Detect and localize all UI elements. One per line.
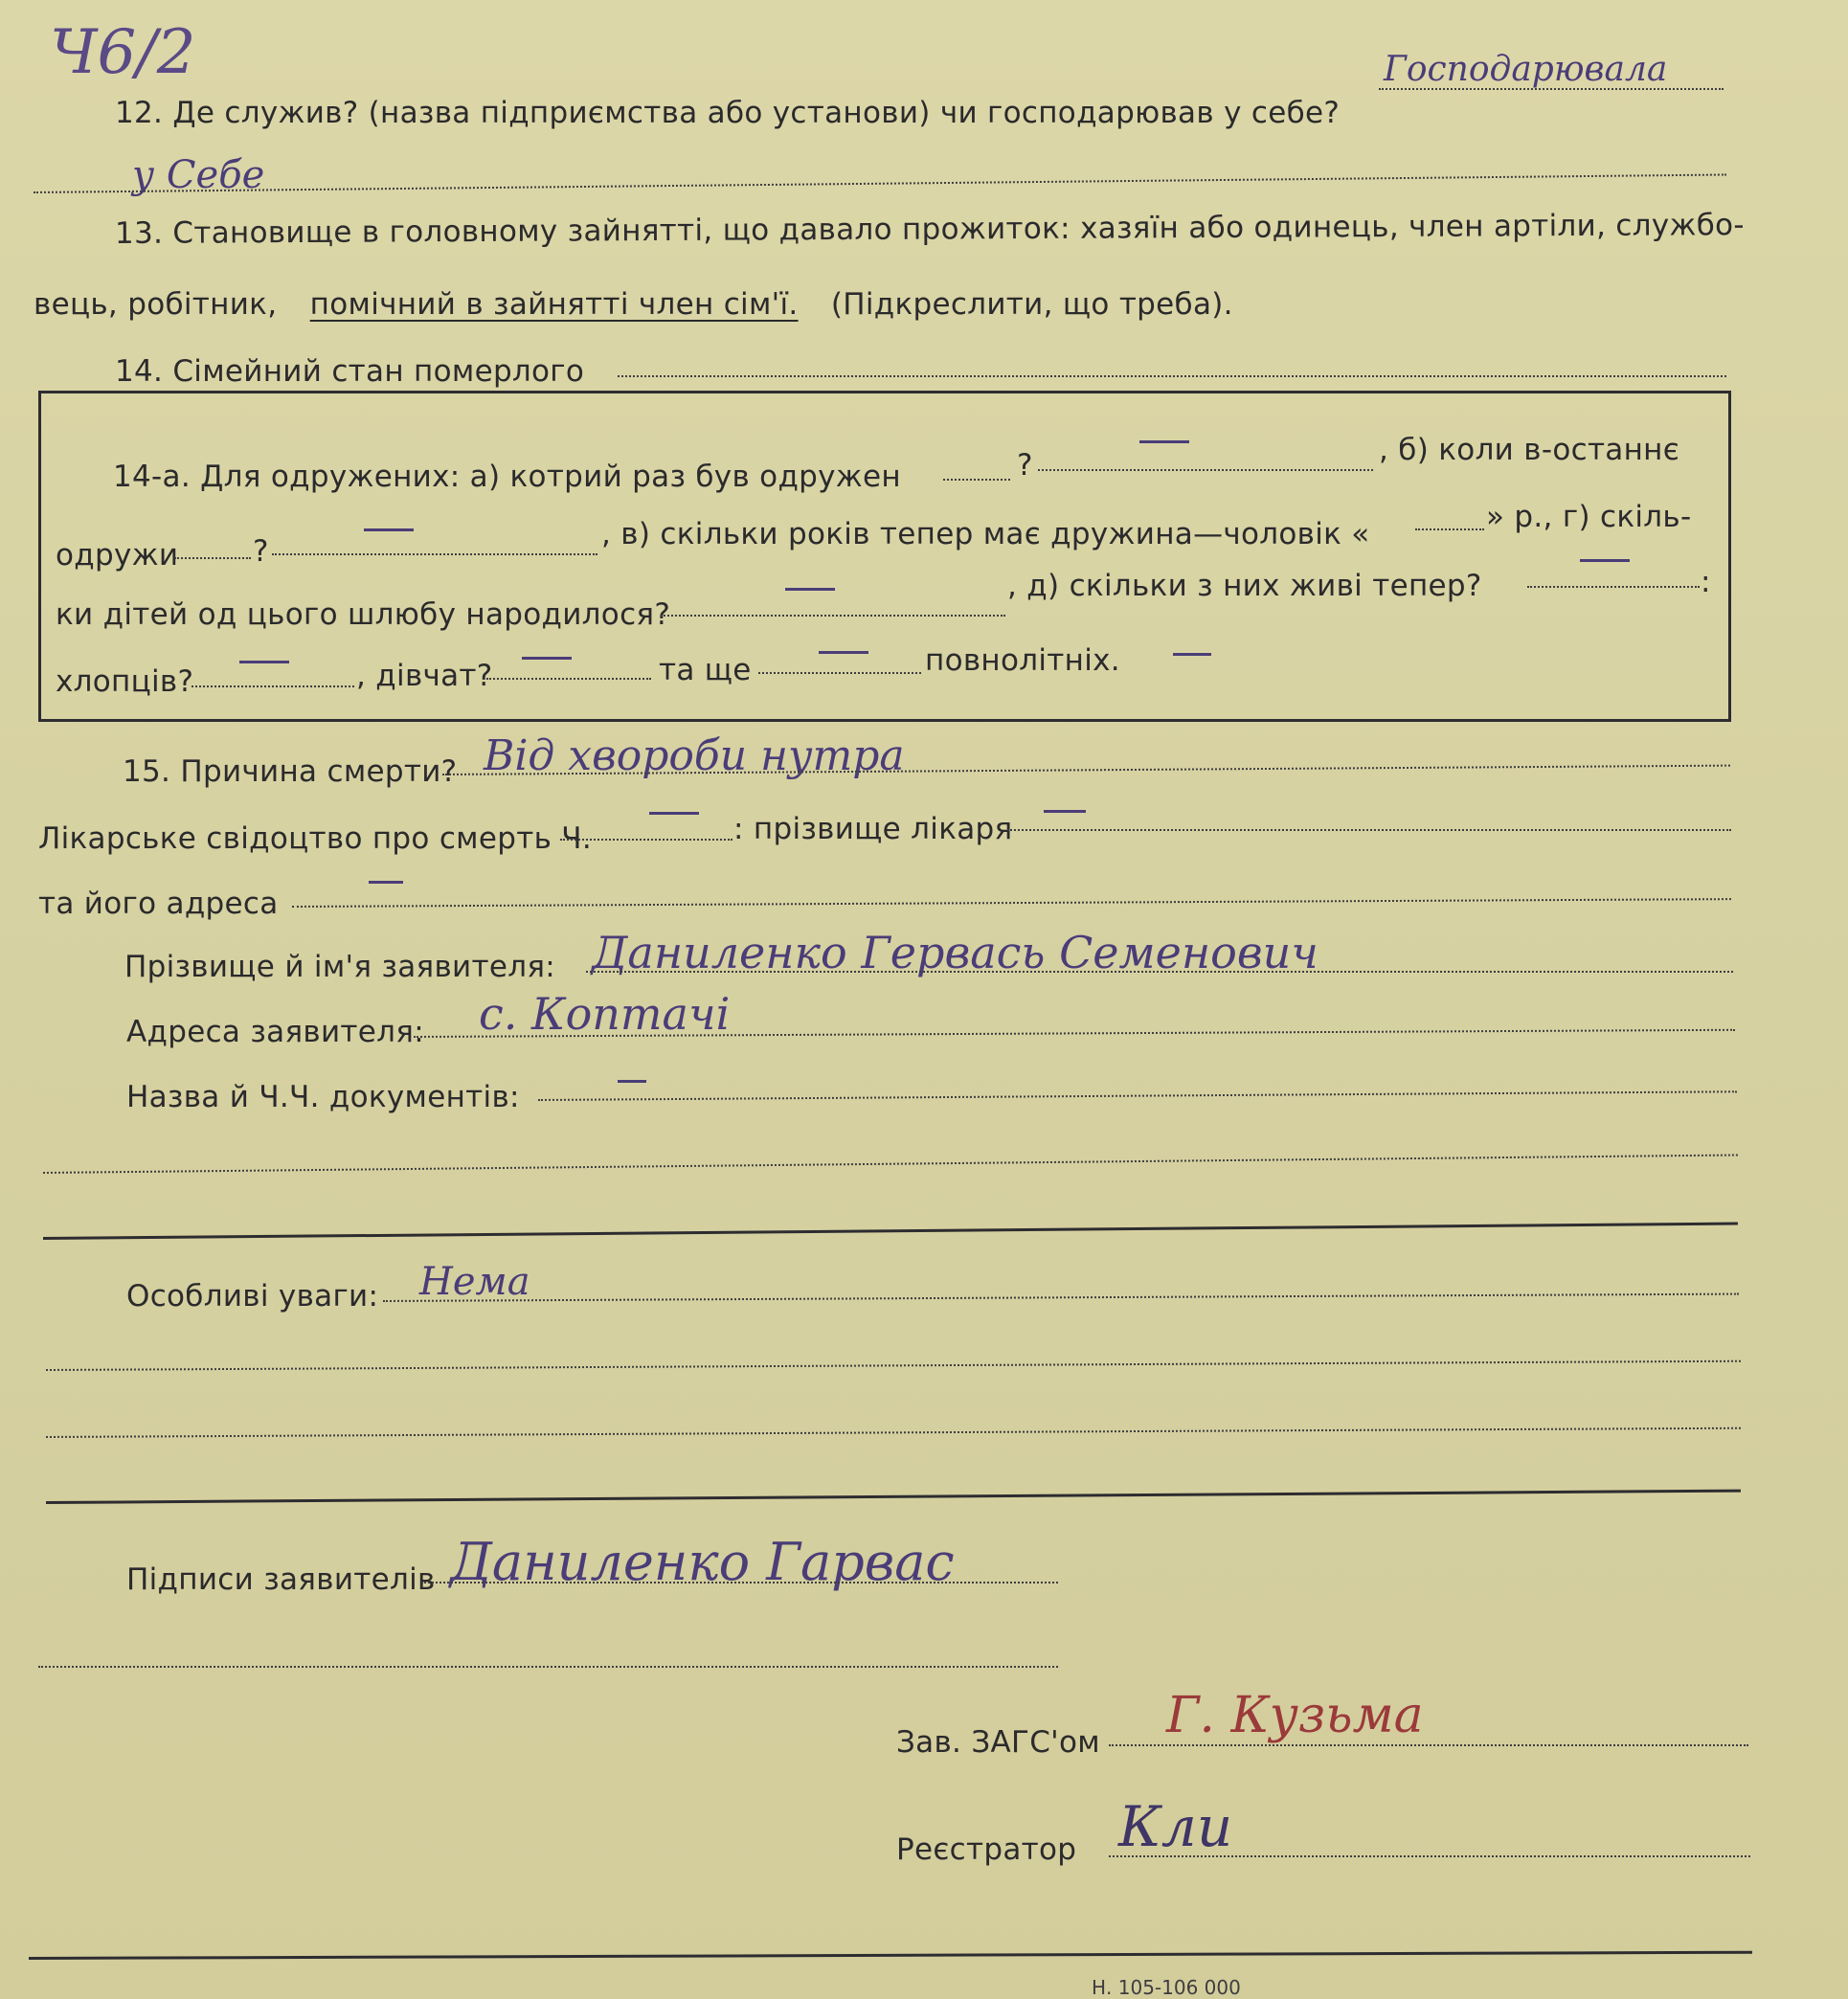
q12-line-2 — [34, 173, 1726, 193]
q14a-dash-2 — [364, 528, 414, 531]
remarks-value: Нема — [419, 1260, 530, 1304]
q15-answer: Від хвороби нутра — [484, 731, 905, 780]
q14a-line-3-b: , д) скільки з них живі тепер? — [1007, 569, 1482, 603]
registrar-signature-value: Кли — [1118, 1794, 1233, 1859]
section-rule-2 — [46, 1490, 1741, 1504]
q14a-dots-7 — [1527, 586, 1700, 588]
q14a-dash-8 — [1173, 653, 1211, 656]
section-rule-1 — [43, 1223, 1738, 1240]
doctor-address-dash — [369, 881, 403, 884]
applicant-name-value: Даниленко Гервась Семенович — [592, 927, 1318, 978]
doctor-cert-dash — [649, 812, 699, 815]
q14a-line-2-a: одружи — [56, 538, 179, 573]
applicant-docs-line-2 — [43, 1154, 1738, 1174]
remarks-line-1 — [383, 1293, 1739, 1302]
applicants-signature-label: Підписи заявителів — [126, 1562, 436, 1597]
q15-label: 15. Причина смерти? — [123, 754, 458, 789]
q14a-line-4-a: хлопців? — [56, 664, 194, 699]
q14a-line-4-d: повнолітніх. — [925, 643, 1120, 678]
doctor-cert-line — [560, 839, 732, 841]
q14a-dots-3 — [174, 557, 251, 559]
head-signature-value: Г. Кузьма — [1166, 1687, 1424, 1744]
q14a-dots-5 — [1415, 528, 1484, 530]
applicants-signature-line — [421, 1582, 1058, 1583]
applicant-address-label: Адреса заявителя: — [126, 1015, 424, 1049]
remarks-label: Особливі уваги: — [126, 1279, 379, 1314]
q13-underlined-choice: помічний в зайнятті член сім'ї. — [309, 287, 799, 322]
applicants-signature-value: Даниленко Гарвас — [450, 1532, 955, 1592]
print-footer: Н. 105-106 000 — [1092, 1976, 1241, 1999]
q14a-dash-5 — [239, 661, 289, 663]
remarks-line-2 — [46, 1360, 1741, 1371]
q14a-line-1-q: ? — [1017, 448, 1033, 483]
q14a-dash-3 — [785, 588, 835, 591]
q14a-dash-4 — [1580, 559, 1630, 562]
q14a-line-2-q: ? — [253, 534, 269, 569]
q14a-line-2-b: , в) скільки років тепер має дружина—чоловік « — [601, 517, 1370, 551]
q13-line-2 — [34, 285, 1233, 324]
q13-line-2-end: (Підкреслити, що треба). — [830, 287, 1233, 322]
applicant-name-label: Прізвище й ім'я заявителя: — [124, 950, 556, 984]
doctor-surname-dash — [1044, 810, 1086, 813]
q14-line — [618, 375, 1726, 377]
registrar-signature-label: Реєстратор — [896, 1832, 1077, 1867]
head-signature-label: Зав. ЗАГС'ом — [896, 1725, 1100, 1760]
margin-note: Ч6/2 — [50, 17, 196, 88]
applicant-docs-label: Назва й Ч.Ч. документів: — [126, 1080, 520, 1114]
q14a-dash-7 — [819, 651, 868, 654]
q14a-dots-10 — [758, 672, 921, 674]
section-rule-3 — [29, 1951, 1752, 1960]
q14a-dots-6 — [661, 615, 1005, 617]
q12-line-1 — [1379, 88, 1724, 90]
q14a-line-1-a: 14-а. Для одружених: а) котрий раз був одружен — [113, 460, 901, 494]
q14a-line-1-b: , б) коли в-останнє — [1379, 433, 1680, 467]
applicant-docs-dash — [618, 1080, 646, 1083]
q13-line-1: 13. Становище в головному зайнятті, що давало прожиток: хазяїн або одинець, член артіли, службо- — [114, 208, 1745, 251]
q14a-line-4-c: та ще — [659, 653, 752, 687]
remarks-line-3 — [46, 1427, 1741, 1438]
q12-answer-2: у Себе — [132, 153, 265, 197]
doctor-address-label: та його адреса — [38, 887, 279, 921]
q14a-dash-6 — [522, 657, 572, 660]
q14a-line-4-b: , дівчат? — [356, 659, 493, 693]
doctor-surname-line — [1007, 829, 1731, 831]
applicant-address-value: с. Коптачі — [479, 988, 731, 1040]
applicants-signature-line-2 — [38, 1666, 1058, 1668]
q14a-dash-1 — [1139, 440, 1189, 443]
q14a-line-2-c: » р., г) скіль- — [1486, 500, 1692, 534]
q12-label: 12. Де служив? (назва підприємства або установи) чи господарював у себе? — [115, 96, 1341, 130]
doctor-surname-label: : прізвище лікаря — [733, 812, 1013, 846]
head-signature-line — [1109, 1744, 1748, 1746]
q14a-dots-2 — [1038, 469, 1373, 471]
q14a-dots-9 — [486, 678, 651, 680]
q14-label: 14. Сімейний стан померлого — [115, 354, 585, 389]
doctor-cert-label: Лікарське свідоцтво про смерть Ч. — [38, 821, 592, 856]
doctor-address-line — [292, 898, 1731, 908]
q14a-line-3-c: : — [1701, 565, 1711, 599]
q14a-dots-4 — [272, 553, 597, 555]
q14a-dots-8 — [192, 685, 354, 687]
applicant-name-line — [586, 971, 1733, 973]
registrar-signature-line — [1109, 1855, 1750, 1857]
q12-answer-1: Господарювала — [1384, 50, 1668, 89]
q13-line-2-start: вець, робітник, — [34, 287, 278, 322]
q14a-dots-1 — [943, 479, 1010, 481]
q14a-line-3-a: ки дітей од цього шлюбу народилося? — [56, 597, 671, 632]
applicant-docs-line — [538, 1090, 1737, 1101]
